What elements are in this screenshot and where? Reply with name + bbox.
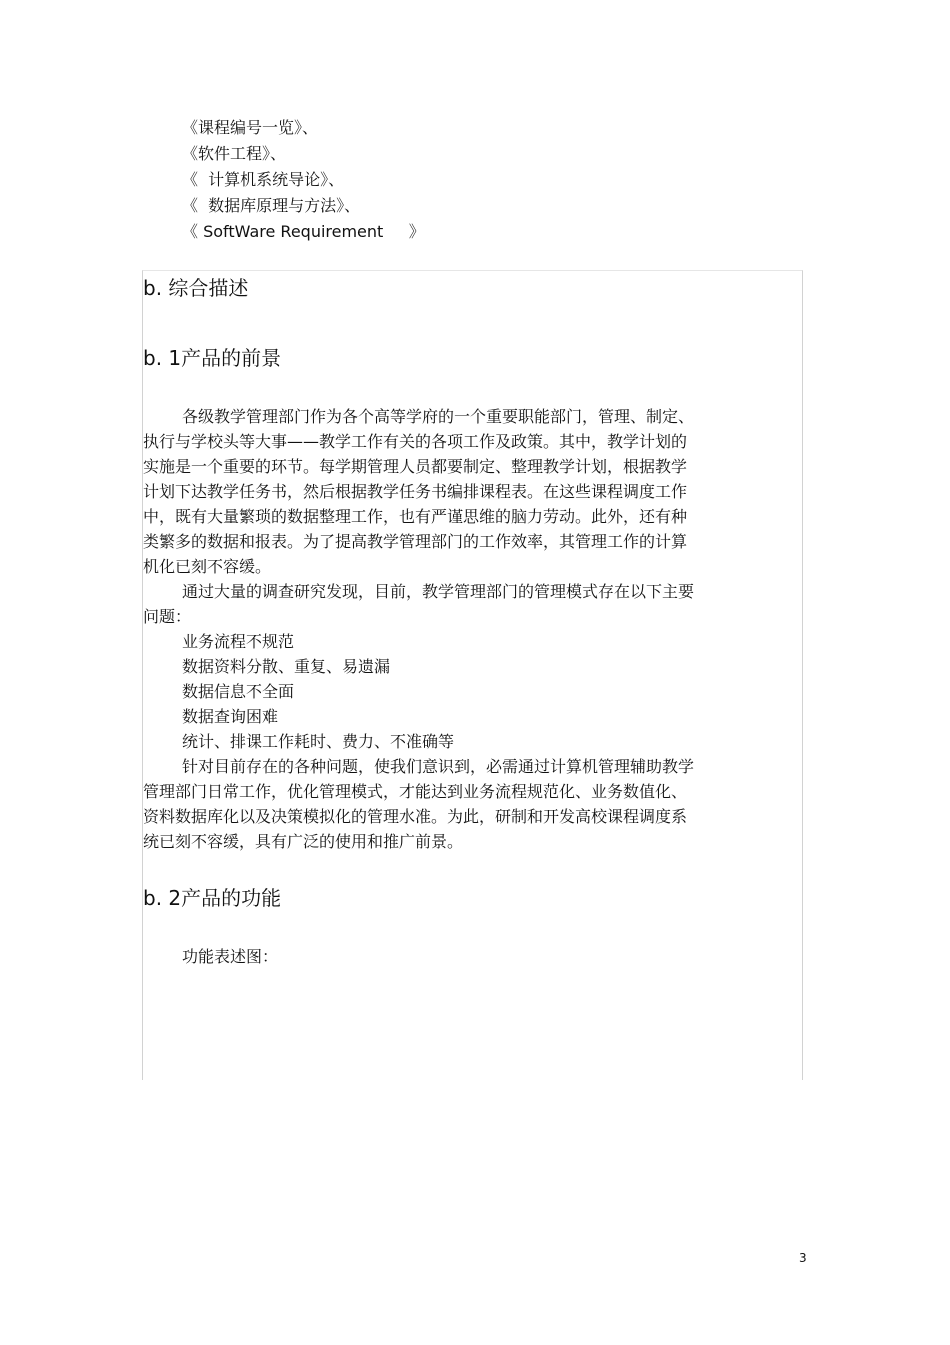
text-line: 中，既有大量繁琐的数据整理工作，也有严谨思维的脑力劳动。此外，还有种: [143, 507, 688, 526]
text-line: 实施是一个重要的环节。每学期管理人员都要制定、整理教学计划，根据教学: [143, 457, 688, 476]
subsection-title-prospects: b. 1产品的前景: [143, 346, 282, 370]
subsection-title-functions: b. 2产品的功能: [143, 886, 282, 910]
text-line: 资料数据库化以及决策模拟化的管理水准。为此，研制和开发高校课程调度系: [143, 807, 688, 826]
caption-text: 功能表述图：: [182, 947, 279, 966]
reference-item: 《 计算机系统导论》、: [182, 170, 345, 189]
text-line: 通过大量的调查研究发现，目前，教学管理部门的管理模式存在以下主要: [182, 582, 695, 601]
reference-item: 《软件工程》、: [182, 144, 287, 163]
text-line: 执行与学校头等大事——教学工作有关的各项工作及政策。其中，教学计划的: [143, 432, 688, 451]
text-line: 机化已刻不容缓。: [143, 557, 272, 576]
text-line: 计划下达教学任务书，然后根据教学任务书编排课程表。在这些课程调度工作: [143, 482, 688, 501]
paragraph-background: [143, 404, 757, 854]
text-line: 各级教学管理部门作为各个高等学府的一个重要职能部门，管理、制定、: [182, 407, 695, 426]
section-box: [142, 270, 803, 1080]
text-line: 管理部门日常工作，优化管理模式，才能达到业务流程规范化、业务数值化、: [143, 782, 688, 801]
text-line: 问题：: [143, 607, 192, 626]
reference-item: 《 SoftWare Requirement 》: [182, 222, 425, 241]
issue-item: 数据资料分散、重复、易遗漏: [182, 657, 391, 676]
reference-item: 《 数据库原理与方法》、: [182, 196, 361, 215]
section-title: b. 综合描述: [143, 276, 249, 300]
text-line: 类繁多的数据和报表。为了提高教学管理部门的工作效率，其管理工作的计算: [143, 532, 688, 551]
figure-caption: [143, 944, 757, 969]
text-line: 统已刻不容缓，具有广泛的使用和推广前景。: [143, 832, 464, 851]
issue-item: 统计、排课工作耗时、费力、不准确等: [182, 732, 455, 751]
reference-item: 《课程编号一览》、: [182, 118, 319, 137]
page-number: 3: [799, 1251, 807, 1265]
text-line: 针对目前存在的各种问题，使我们意识到，必需通过计算机管理辅助教学: [182, 757, 695, 776]
issue-item: 业务流程不规范: [182, 632, 295, 651]
issue-item: 数据信息不全面: [182, 682, 295, 701]
reference-list: [182, 115, 425, 245]
issue-item: 数据查询困难: [182, 707, 279, 726]
